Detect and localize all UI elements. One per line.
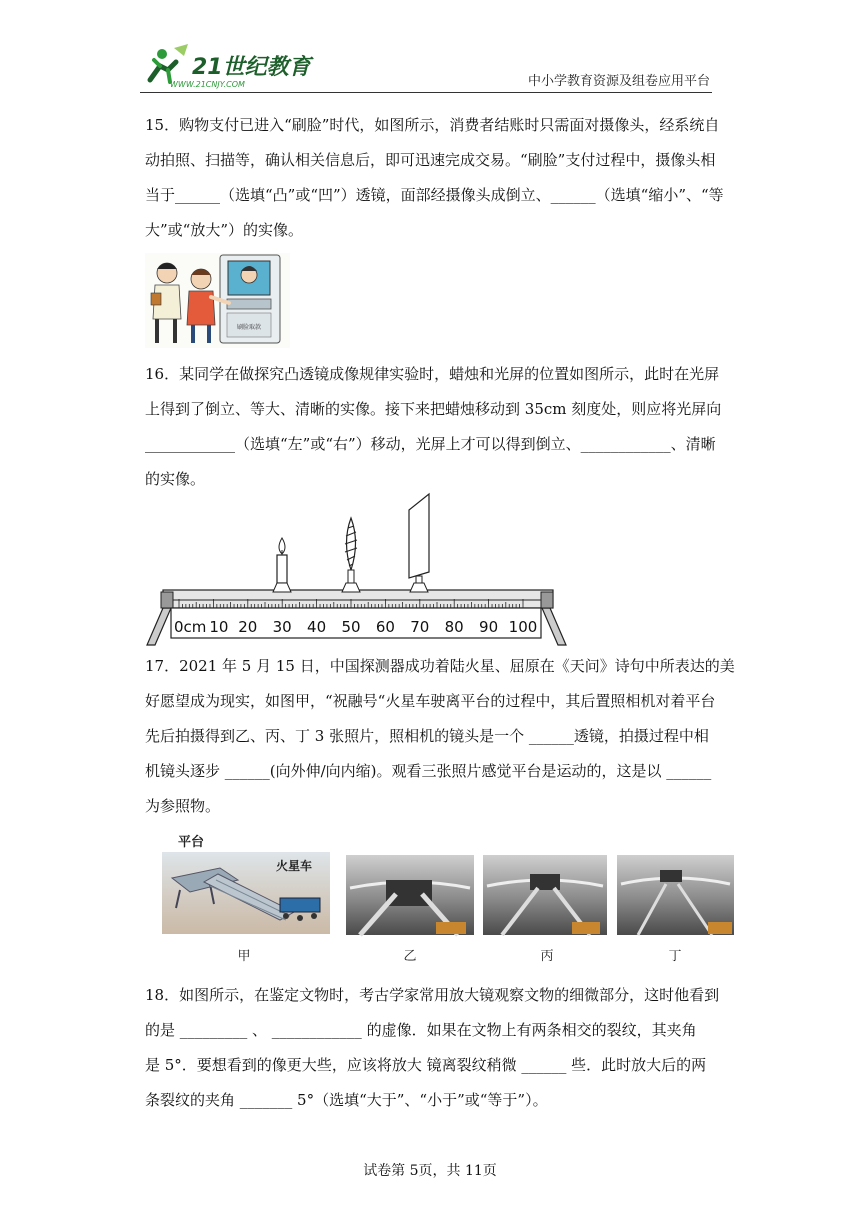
q18-line: 是 5°．要想看到的像更大些，应该将放大 镜离裂纹稍微 ______ 些．此时放大后的两 — [145, 1056, 707, 1074]
q17-line: 为参照物。 — [145, 797, 221, 815]
caption-yi: 乙 — [403, 949, 417, 964]
q15-line: 大”或“放大”）的实像。 — [145, 221, 304, 239]
ruler-label: 50 — [341, 618, 361, 636]
mars-rover-figures — [160, 828, 740, 972]
photo-ding — [617, 855, 734, 935]
caption-jia: 甲 — [237, 949, 251, 964]
logo-text: 21世纪教育 — [192, 55, 311, 80]
q16-line: 的实像。 — [145, 470, 206, 488]
platform-label: 平台 — [178, 835, 205, 850]
caption-bing: 丙 — [540, 949, 554, 964]
site-logo — [140, 40, 315, 90]
candle-icon — [273, 538, 291, 592]
ruler-label: 80 — [444, 618, 464, 636]
figure-jia-platform-rover — [162, 834, 330, 934]
q17-line: 先后拍摄得到乙、丙、丁 3 张照片，照相机的镜头是一个 ______透镜，拍摄过程中相 — [145, 727, 709, 745]
ruler-label: 20 — [238, 618, 258, 636]
ruler-label: 100 — [508, 618, 538, 636]
ruler-label: 10 — [209, 618, 229, 636]
header-divider — [140, 92, 712, 93]
q15-line: 15．购物支付已进入“刷脸”时代，如图所示，消费者结账时只需面对摄像头，经系统自 — [145, 116, 720, 134]
q18-line: 18．如图所示，在鉴定文物时，考古学家常用放大镜观察文物的细微部分，这时他看到 — [145, 986, 720, 1004]
q16-line: 上得到了倒立、等大、清晰的实像。接下来把蜡烛移动到 35cm 刻度处，则应将光屏向 — [145, 400, 722, 418]
convex-lens-icon — [342, 518, 360, 592]
q17-line: 好愿望成为现实，如图甲，“祝融号“火星车驶离平台的过程中，其后置照相机对着平台 — [145, 692, 716, 710]
kiosk-label: 刷脸取款 — [236, 324, 262, 331]
q18-line: 条裂纹的夹角 _______ 5°（选填“大于”、“小于”或“等于”）。 — [145, 1091, 548, 1109]
question-16 — [145, 357, 722, 497]
header-platform-text: 中小学教育资源及组卷应用平台 — [527, 74, 710, 89]
ruler-label: 40 — [307, 618, 327, 636]
ruler-label: 90 — [479, 618, 499, 636]
photo-bing — [483, 855, 607, 935]
q16-line: ____________（选填“左”或“右”）移动，光屏上才可以得到倒立、____________、清晰 — [145, 435, 716, 453]
rover-label: 火星车 — [276, 859, 313, 873]
face-pay-illustration — [145, 253, 290, 352]
q15-line: 动拍照、扫描等，确认相关信息后，即可迅速完成交易。“刷脸”支付过程中，摄像头相 — [145, 151, 716, 169]
question-15 — [145, 108, 724, 248]
runner-logo-icon — [150, 44, 188, 82]
ruler-label: 60 — [375, 618, 395, 636]
page-footer: 试卷第 5页，共 11页 — [363, 1163, 497, 1179]
photo-yi — [346, 855, 474, 935]
q17-line: 机镜头逐步 ______(向外伸/向内缩)。观看三张照片感觉平台是运动的，这是以 ______ — [145, 762, 712, 780]
logo-url: WWW.21CNJY.COM — [170, 80, 245, 89]
q18-line: 的是 _________ 、 ____________ 的虚像．如果在文物上有两条相交的裂纹，其夹角 — [145, 1021, 697, 1039]
q17-line: 17．2021 年 5 月 15 日，中国探测器成功着陆火星、屈原在《天问》诗句中所表达的美 — [145, 657, 735, 675]
kiosk-icon — [220, 255, 280, 343]
question-17 — [145, 649, 735, 824]
q15-line: 当于______（选填“凸”或“凹”）透镜，面部经摄像头成倒立、______（选填“缩小”、“等 — [145, 186, 724, 204]
question-18 — [145, 978, 720, 1118]
q16-line: 16．某同学在做探究凸透镜成像规律实验时，蜡烛和光屏的位置如图所示，此时在光屏 — [145, 365, 720, 383]
ruler-label: 0cm — [174, 618, 207, 636]
ruler-label: 30 — [272, 618, 292, 636]
ruler-label: 70 — [410, 618, 430, 636]
light-screen-icon — [409, 494, 429, 592]
optical-bench-diagram — [145, 490, 570, 654]
caption-ding: 丁 — [668, 949, 682, 964]
